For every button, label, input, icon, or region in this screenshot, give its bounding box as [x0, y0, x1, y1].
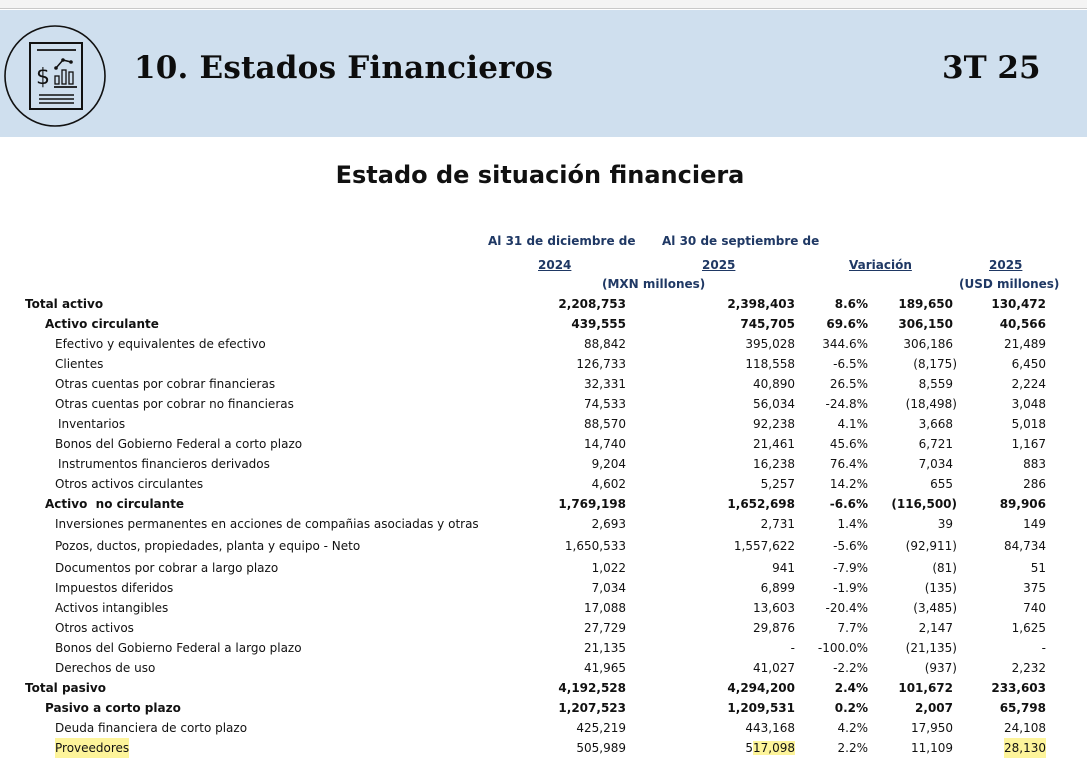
value-dec2024: 41,965: [584, 661, 626, 675]
variation-abs: 17,950: [911, 721, 953, 735]
table-row: [0, 494, 1087, 514]
value-dec2024: 14,740: [584, 437, 626, 451]
value-sep2025: 2,731: [760, 517, 795, 531]
variation-pct: -6.6%: [829, 497, 868, 511]
row-label: Activos intangibles: [55, 601, 169, 615]
table-row: [0, 558, 1087, 578]
value-dec2024: 74,533: [584, 397, 626, 411]
value-sep2025: 395,028: [745, 337, 795, 351]
value-sep2025: 443,168: [745, 721, 795, 735]
row-label: Pozos, ductos, propiedades, planta y equipo - Neto: [55, 539, 361, 553]
table-row: [0, 718, 1087, 738]
value-dec2024: 4,192,528: [558, 681, 626, 695]
value-sep2025: 40,890: [753, 377, 795, 391]
variation-abs: 306,186: [903, 337, 953, 351]
value-sep2025: 41,027: [753, 661, 795, 675]
value-sep2025: 1,652,698: [727, 497, 795, 511]
variation-abs: (18,498): [905, 397, 957, 411]
variation-pct: 8.6%: [834, 297, 868, 311]
variation-pct: -24.8%: [825, 397, 868, 411]
value-usd2025: 65,798: [999, 701, 1046, 715]
variation-pct: -6.5%: [833, 357, 868, 371]
value-usd2025: 233,603: [991, 681, 1046, 695]
table-row: [0, 638, 1087, 658]
value-usd2025: 286: [1023, 477, 1046, 491]
value-dec2024: 1,769,198: [558, 497, 626, 511]
row-label: Total activo: [25, 297, 104, 311]
value-sep2025: -: [790, 641, 795, 655]
value-usd2025: 149: [1023, 517, 1046, 531]
variation-pct: -1.9%: [833, 581, 868, 595]
value-sep2025: 92,238: [753, 417, 795, 431]
value-usd2025: 84,734: [1004, 539, 1046, 553]
row-label: Efectivo y equivalentes de efectivo: [55, 337, 266, 351]
variation-abs: 8,559: [918, 377, 953, 391]
row-label: Activo no circulante: [45, 497, 185, 511]
table-row: [0, 294, 1087, 314]
variation-abs: 39: [937, 517, 953, 531]
value-sep2025: 16,238: [753, 457, 795, 471]
value-dec2024: 126,733: [576, 357, 626, 371]
variation-abs: (92,911): [905, 539, 957, 553]
variation-abs: (81): [932, 561, 957, 575]
table-row: [0, 314, 1087, 334]
variation-abs: 7,034: [918, 457, 953, 471]
value-sep2025: 4,294,200: [727, 681, 795, 695]
row-label: Otros activos: [55, 621, 134, 635]
value-dec2024: 439,555: [571, 317, 626, 331]
variation-pct: 69.6%: [826, 317, 868, 331]
row-label: Pasivo a corto plazo: [45, 701, 181, 715]
value-usd2025: 375: [1023, 581, 1046, 595]
table-row: [0, 698, 1087, 718]
value-dec2024: 505,989: [576, 741, 626, 755]
variation-pct: 45.6%: [829, 437, 868, 451]
table-row: [0, 618, 1087, 638]
value-usd2025: 2,232: [1011, 661, 1046, 675]
variation-pct: -7.9%: [833, 561, 868, 575]
variation-abs: 2,147: [918, 621, 953, 635]
value-usd2025: 51: [1030, 561, 1046, 575]
table-row: [0, 536, 1087, 556]
value-sep2025: 517,098: [745, 741, 795, 755]
table-row-highlighted: [0, 738, 1087, 758]
variation-pct: 14.2%: [829, 477, 868, 491]
value-dec2024: 2,693: [591, 517, 626, 531]
value-sep2025: 1,209,531: [727, 701, 795, 715]
value-dec2024: 88,842: [584, 337, 626, 351]
col-dec2024-year: 2024: [538, 258, 572, 272]
row-label: Otros activos circulantes: [55, 477, 204, 491]
table-row: [0, 334, 1087, 354]
value-usd2025: 2,224: [1011, 377, 1046, 391]
variation-abs: 306,150: [898, 317, 953, 331]
value-sep2025: 13,603: [753, 601, 795, 615]
variation-pct: 26.5%: [829, 377, 868, 391]
value-dec2024: 1,022: [591, 561, 626, 575]
value-usd2025: 1,167: [1011, 437, 1046, 451]
variation-abs: (116,500): [891, 497, 957, 511]
value-usd2025: -: [1041, 641, 1046, 655]
variation-abs: 6,721: [918, 437, 953, 451]
value-usd2025: 740: [1023, 601, 1046, 615]
value-dec2024: 1,207,523: [558, 701, 626, 715]
financial-report-icon: [3, 24, 107, 128]
variation-pct: 2.4%: [834, 681, 868, 695]
value-sep2025: 6,899: [760, 581, 795, 595]
variation-pct: 76.4%: [829, 457, 868, 471]
value-usd2025: 130,472: [991, 297, 1046, 311]
variation-abs: (3,485): [913, 601, 957, 615]
variation-abs: (8,175): [913, 357, 957, 371]
value-usd2025: 24,108: [1004, 721, 1046, 735]
variation-pct: 1.4%: [837, 517, 868, 531]
col-dec2024-header: Al 31 de diciembre de: [488, 234, 636, 248]
value-usd2025: 89,906: [999, 497, 1046, 511]
variation-pct: 4.2%: [837, 721, 868, 735]
table-row: [0, 578, 1087, 598]
table-row: [0, 514, 1087, 534]
variation-pct: -2.2%: [833, 661, 868, 675]
table-row: [0, 658, 1087, 678]
section-banner: [0, 10, 1087, 137]
row-label: Otras cuentas por cobrar no financieras: [55, 397, 294, 411]
value-dec2024: 27,729: [584, 621, 626, 635]
report-period: 3T 25: [942, 50, 1041, 86]
variation-pct: -5.6%: [833, 539, 868, 553]
value-sep2025: 56,034: [753, 397, 795, 411]
table-row: [0, 394, 1087, 414]
row-label: Total pasivo: [25, 681, 106, 695]
statement-title: Estado de situación financiera: [335, 161, 745, 189]
row-label: Instrumentos financieros derivados: [58, 457, 270, 471]
variation-abs: 11,109: [911, 741, 953, 755]
value-usd2025: 883: [1023, 457, 1046, 471]
value-sep2025: 21,461: [753, 437, 795, 451]
value-dec2024: 7,034: [591, 581, 626, 595]
value-sep2025: 5,257: [760, 477, 795, 491]
row-label: Inventarios: [58, 417, 126, 431]
row-label: Derechos de uso: [55, 661, 156, 675]
value-sep2025: 941: [772, 561, 795, 575]
value-usd2025: 21,489: [1004, 337, 1046, 351]
col-sep2025-year: 2025: [702, 258, 736, 272]
value-usd2025: 6,450: [1011, 357, 1046, 371]
table-row: [0, 374, 1087, 394]
row-label: Clientes: [55, 357, 104, 371]
value-dec2024: 9,204: [591, 457, 626, 471]
col-usd-year: 2025: [989, 258, 1023, 272]
variation-pct: 344.6%: [822, 337, 868, 351]
row-label: Bonos del Gobierno Federal a corto plazo: [55, 437, 303, 451]
row-label: Documentos por cobrar a largo plazo: [55, 561, 279, 575]
svg-text:$: $: [36, 65, 50, 90]
table-row: [0, 454, 1087, 474]
value-usd2025: 1,625: [1011, 621, 1046, 635]
value-dec2024: 4,602: [591, 477, 626, 491]
row-label: Inversiones permanentes en acciones de compañias asociadas y otras: [55, 517, 479, 531]
variation-abs: 3,668: [918, 417, 953, 431]
value-dec2024: 17,088: [584, 601, 626, 615]
value-sep2025: 2,398,403: [727, 297, 795, 311]
value-dec2024: 21,135: [584, 641, 626, 655]
browser-top-edge: [0, 0, 1087, 9]
value-usd2025: 28,130: [1004, 738, 1046, 758]
table-row: [0, 678, 1087, 698]
variation-abs: (135): [924, 581, 957, 595]
table-row: [0, 598, 1087, 618]
value-usd2025: 40,566: [999, 317, 1046, 331]
section-title: 10. Estados Financieros: [134, 50, 554, 86]
variation-pct: 0.2%: [834, 701, 868, 715]
row-label: Proveedores: [55, 738, 129, 758]
value-dec2024: 88,570: [584, 417, 626, 431]
value-sep2025: 745,705: [740, 317, 795, 331]
variation-abs: (937): [924, 661, 957, 675]
variation-pct: 4.1%: [837, 417, 868, 431]
table-row: [0, 414, 1087, 434]
value-sep2025: 118,558: [745, 357, 795, 371]
value-dec2024: 2,208,753: [558, 297, 626, 311]
value-sep2025: 29,876: [753, 621, 795, 635]
mxn-units-label: (MXN millones): [602, 277, 706, 291]
variation-abs: 189,650: [898, 297, 953, 311]
usd-units-label: (USD millones): [959, 277, 1060, 291]
row-label: Otras cuentas por cobrar financieras: [55, 377, 276, 391]
col-sep2025-header: Al 30 de septiembre de: [662, 234, 820, 248]
variation-abs: 2,007: [915, 701, 953, 715]
value-usd2025: 3,048: [1011, 397, 1046, 411]
variation-pct: 2.2%: [837, 741, 868, 755]
variation-abs: 655: [930, 477, 953, 491]
value-dec2024: 1,650,533: [564, 539, 626, 553]
variation-pct: -20.4%: [825, 601, 868, 615]
value-sep2025: 1,557,622: [733, 539, 795, 553]
table-row: [0, 354, 1087, 374]
col-variation-header: Variación: [849, 258, 912, 272]
table-row: [0, 434, 1087, 454]
value-usd2025: 5,018: [1011, 417, 1046, 431]
variation-pct: -100.0%: [817, 641, 868, 655]
value-dec2024: 32,331: [584, 377, 626, 391]
highlighted-text: 17,098: [753, 741, 795, 755]
variation-pct: 7.7%: [837, 621, 868, 635]
table-row: [0, 474, 1087, 494]
variation-abs: (21,135): [905, 641, 957, 655]
value-dec2024: 425,219: [576, 721, 626, 735]
row-label: Impuestos diferidos: [55, 581, 174, 595]
row-label: Deuda financiera de corto plazo: [55, 721, 248, 735]
row-label: Bonos del Gobierno Federal a largo plazo: [55, 641, 302, 655]
variation-abs: 101,672: [898, 681, 953, 695]
row-label: Activo circulante: [45, 317, 159, 331]
